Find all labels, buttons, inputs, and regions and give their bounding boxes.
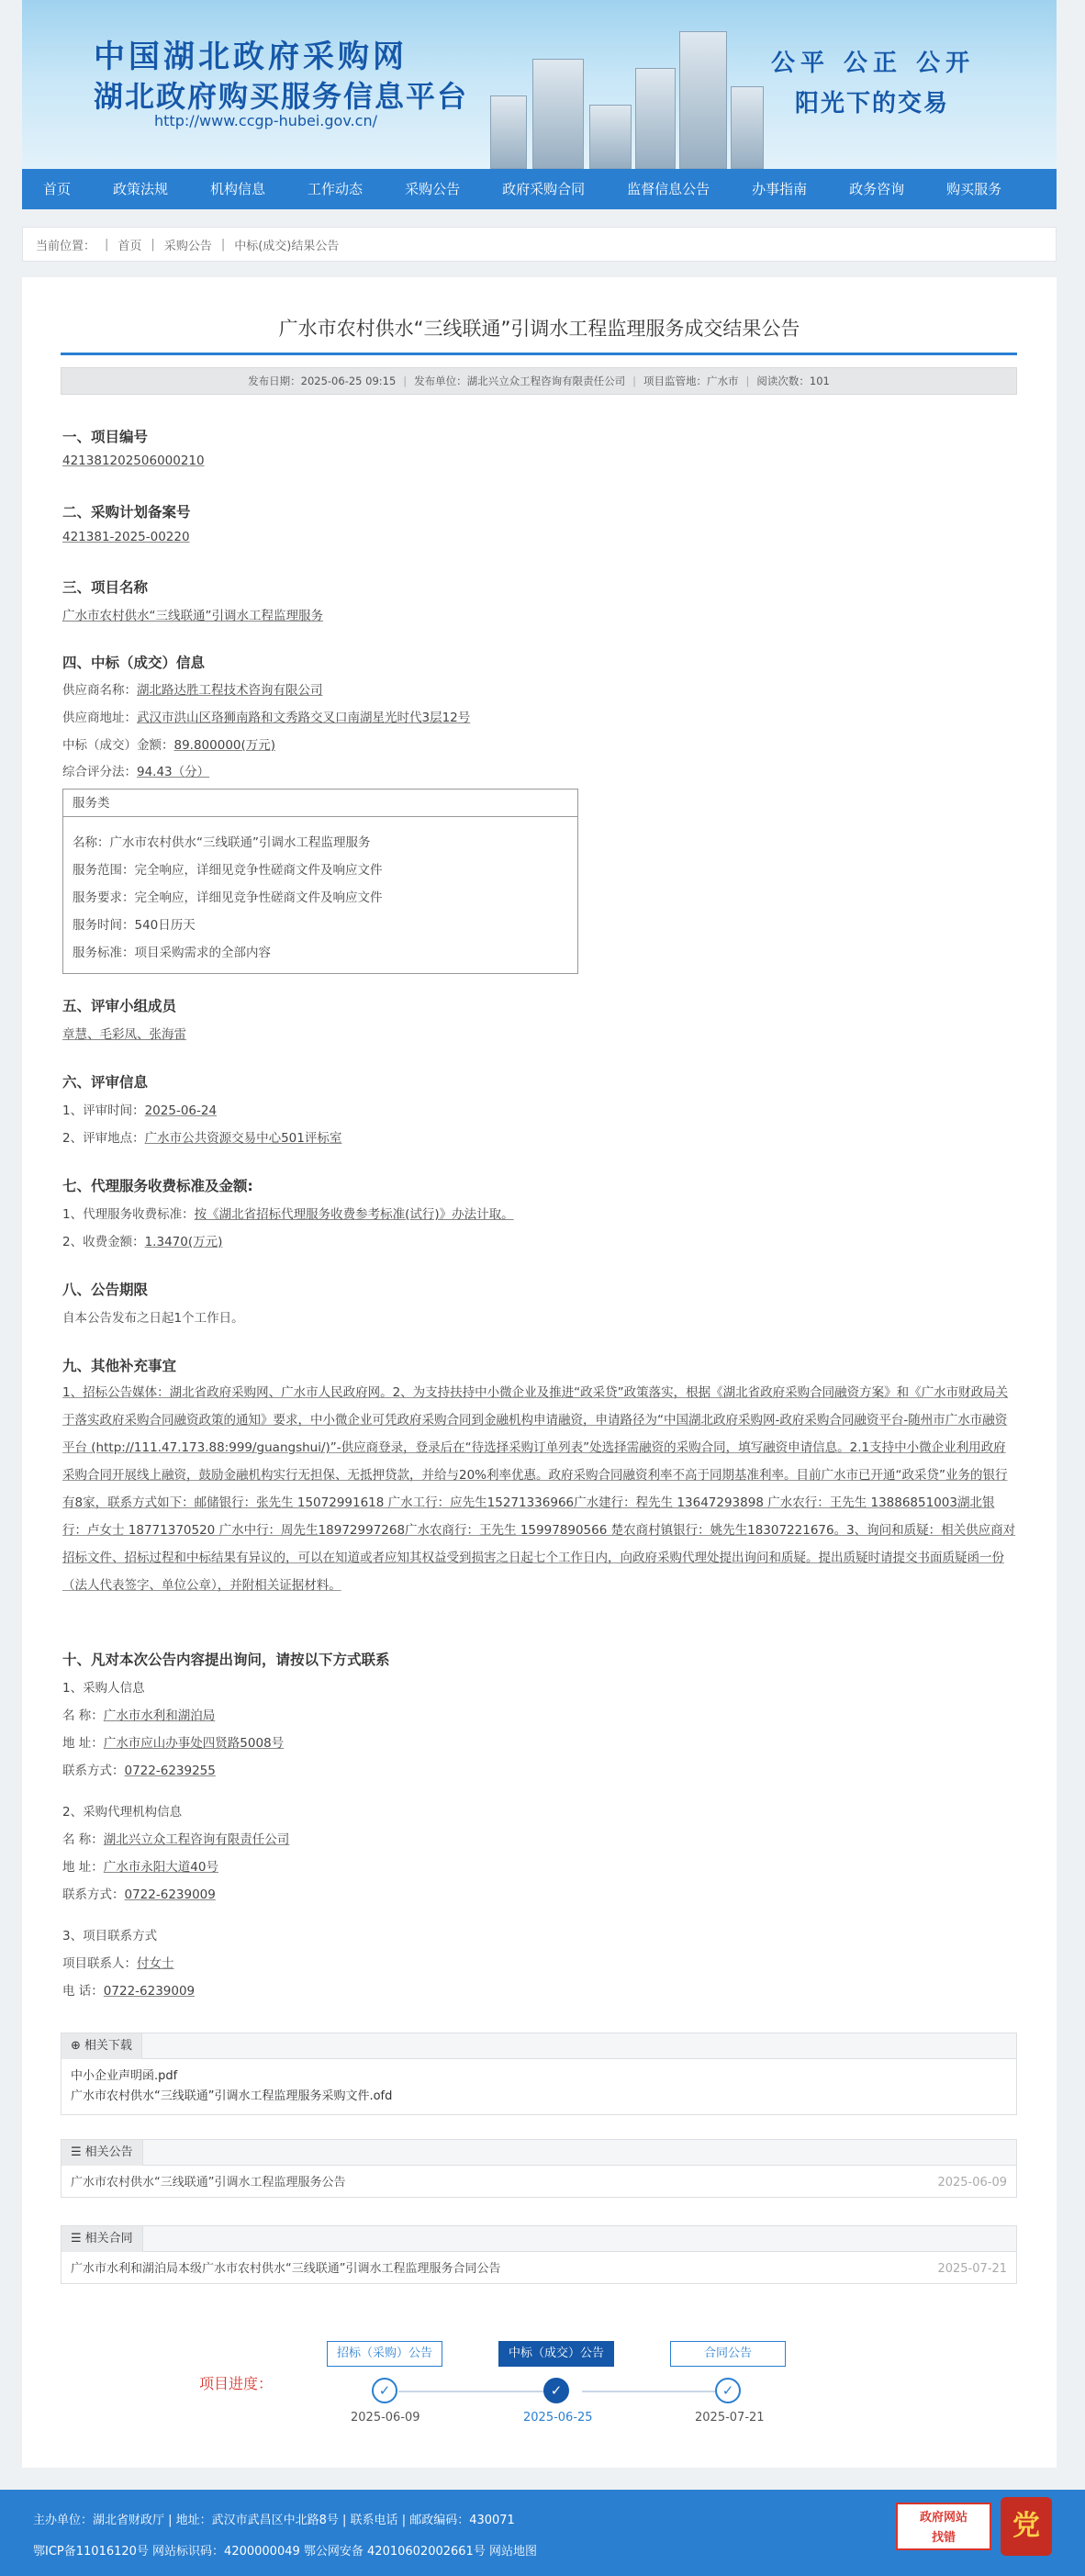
score: 94.43（分）	[137, 765, 210, 779]
progress-connector	[582, 2391, 729, 2392]
purchaser-addr-label: 地 址：	[62, 1736, 104, 1751]
building-graphic	[679, 31, 727, 169]
breadcrumb-current[interactable]: 中标(成交)结果公告	[234, 239, 340, 253]
progress-connector	[398, 2391, 554, 2392]
article-meta: 发布日期：2025-06-25 09:15 | 发布单位：湖北兴立众工程咨询有限责任公司 | 项目监管地：广水市 | 阅读次数：101	[61, 367, 1017, 395]
step-contract-notice-button[interactable]: 合同公告	[670, 2341, 786, 2367]
fee-amount-row	[62, 1231, 222, 1249]
purchaser-addr-row	[62, 1732, 284, 1751]
nav-item-home[interactable]: 首页	[43, 181, 72, 197]
badge-line2: 找错	[931, 2531, 956, 2545]
agency-name-label: 名 称：	[62, 1832, 104, 1847]
section-heading: 八、公告期限	[62, 1282, 149, 1298]
contact-person-label: 项目联系人：	[62, 1956, 137, 1971]
section-heading: 五、评审小组成员	[62, 998, 177, 1014]
section-heading: 四、中标（成交）信息	[62, 655, 206, 671]
service-row: 名称：广水市农村供水“三线联通”引调水工程监理服务	[73, 835, 371, 850]
contact-person-row	[62, 1953, 174, 1971]
section-heading: 六、评审信息	[62, 1074, 149, 1091]
contact-phone-row	[62, 1980, 195, 1999]
footer-info: 主办单位：湖北省财政厅 | 地址：武汉市武昌区中北路8号 | 联系电话 | 邮政编码：430071	[33, 2514, 515, 2527]
fee-standard-label: 1、代理服务收费标准：	[62, 1207, 195, 1222]
score-label: 综合评分法：	[62, 765, 137, 779]
site-subtitle: 湖北政府购买服务信息平台	[94, 79, 469, 114]
purchaser-phone: 0722-6239255	[124, 1764, 216, 1778]
notice-period: 自本公告发布之日起1个工作日。	[62, 1311, 244, 1326]
award-amount-row	[62, 734, 275, 753]
downloads-title: 相关下载	[84, 2039, 132, 2053]
check-icon: ✓	[543, 2378, 569, 2403]
contact-person: 付女士	[137, 1956, 174, 1971]
view-count: 阅读次数：101	[756, 375, 830, 387]
agency-phone-row	[62, 1884, 216, 1902]
nav-item-contracts[interactable]: 政府采购合同	[502, 181, 586, 197]
service-row: 服务时间：540日历天	[73, 918, 196, 933]
project-number: 421381202506000210	[62, 454, 205, 468]
supplier-address-row	[62, 707, 470, 725]
contact-phone-label: 电 话：	[62, 1984, 104, 1999]
breadcrumb-notices[interactable]: 采购公告	[163, 239, 212, 253]
step-date: 2025-07-21	[695, 2411, 765, 2425]
badge-line1: 政府网站	[919, 2511, 968, 2525]
check-icon: ✓	[372, 2378, 397, 2403]
related-notice-name[interactable]: 广水市农村供水“三线联通”引调水工程监理服务公告	[71, 2176, 346, 2190]
building-graphic	[589, 105, 632, 169]
award-amount-label: 中标（成交）金额：	[62, 738, 174, 753]
page-title: 广水市农村供水“三线联通”引调水工程监理服务成交结果公告	[278, 318, 800, 340]
publish-date: 发布日期：2025-06-25 09:15	[248, 375, 397, 387]
building-graphic	[731, 86, 764, 169]
related-notices-tab	[62, 2140, 143, 2166]
service-info-box	[62, 789, 578, 974]
party-gov-badge[interactable]: 党	[1001, 2497, 1052, 2556]
section-heading: 一、项目编号	[62, 429, 149, 445]
publisher: 发布单位：湖北兴立众工程咨询有限责任公司	[414, 375, 626, 387]
download-list	[62, 2059, 1016, 2114]
fee-amount-label: 2、收费金额：	[62, 1235, 145, 1249]
article-container	[22, 277, 1057, 2468]
agency-name: 湖北兴立众工程咨询有限责任公司	[103, 1832, 290, 1847]
nav-item-procurement-notices[interactable]: 采购公告	[405, 181, 461, 197]
purchaser-addr: 广水市应山办事处四贤路5008号	[103, 1736, 285, 1751]
related-contract-name[interactable]: 广水市水利和湖泊局本级广水市农村供水“三线联通”引调水工程监理服务合同公告	[71, 2262, 501, 2276]
agency-addr-label: 地 址：	[62, 1860, 104, 1875]
supplier-address: 武汉市洪山区珞狮南路和文秀路交叉口南湖星光时代3层12号	[137, 711, 471, 725]
service-row: 服务标准：项目采购需求的全部内容	[73, 946, 271, 960]
section-heading: 九、其他补充事宜	[62, 1358, 177, 1374]
building-graphic	[490, 95, 527, 169]
agency-addr: 广水市永阳大道40号	[103, 1860, 218, 1875]
building-graphic	[532, 59, 584, 169]
slogan-line2: 阳光下的交易	[795, 90, 950, 118]
review-place-label: 2、评审地点：	[62, 1131, 145, 1146]
nav-item-policy[interactable]: 政策法规	[113, 181, 169, 197]
review-place: 广水市公共资源交易中心501评标室	[144, 1131, 342, 1146]
related-notice-row[interactable]	[62, 2169, 1016, 2197]
purchaser-name-label: 名 称：	[62, 1708, 104, 1723]
purchaser-phone-row	[62, 1760, 216, 1778]
supplementary-text: 1、招标公告媒体：湖北省政府采购网、广水市人民政府网。2、为支持扶持中小微企业及推进“政采贷”政策落实，根据《湖北省政府采购合同融资方案》和《广水市财政局关于落实政府采购合同融资政策的通知》要求，中小微企业可凭政府采购合同到金融机构申请融资，申请路径为“中国湖北政府采购网-政府采购合同融资平台-随州市广水市融资平台 (http://111.47.173.88:999/guangshui/)”-供应商登录，登录后在“待选择采购订单列表”处选择需融资的采购合同，填写融资申请信息。2.1支持中小微企业利用政府采购合同开展线上融资，鼓励金融机构实行无担保、无抵押贷款，并给与20%利率优惠。政府采购合同融资利率不高于同期基准利率。目前广水市已开通“政采贷”业务的银行有8家，联系方式如下：邮储银行：张先生 15072991618 广水工行：应先生15271336966广水建行：程先生 13647293898 广水农行：王先生 13886851003湖北银行：卢女士 18771370520 广水中行：周先生18972997268广水农商行：王先生 15997890566 楚农商村镇银行：姚先生18307221676。3、询问和质疑：相关供应商对招标文件、招标过程和中标结果有异议的，可以在知道或者应知其权益受到损害之日起七个工作日内，向政府采购代理处提出询问和质疑。提出质疑时请提交书面质疑函一份（法人代表签字、单位公章），并附相关证据材料。	[62, 1385, 1016, 1593]
download-link[interactable]: 广水市农村供水“三线联通”引调水工程监理服务采购文件.ofd	[71, 2089, 393, 2103]
nav-item-news[interactable]: 工作动态	[308, 181, 364, 197]
section-heading: 三、项目名称	[62, 579, 149, 596]
fee-standard: 按《湖北省招标代理服务收费参考标准(试行)》办法计取。	[194, 1207, 514, 1222]
section-heading: 七、代理服务收费标准及金额:	[62, 1178, 253, 1194]
download-icon: ⊕	[71, 2039, 81, 2053]
contact-phone: 0722-6239009	[103, 1984, 196, 1999]
section-heading: 十、凡对本次公告内容提出询问，请按以下方式联系	[62, 1652, 390, 1668]
supplier-name-label: 供应商名称：	[62, 683, 137, 698]
related-notice-date: 2025-06-09	[937, 2176, 1007, 2190]
review-time: 2025-06-24	[144, 1103, 218, 1118]
download-link[interactable]: 中小企业声明函.pdf	[71, 2069, 178, 2083]
breadcrumb-home[interactable]: 首页	[117, 239, 142, 253]
nav-item-supervision[interactable]: 监督信息公告	[627, 181, 710, 197]
building-graphic	[635, 68, 676, 169]
service-row: 服务范围：完全响应，详细见竞争性磋商文件及响应文件	[73, 863, 383, 878]
site-url: http://www.ccgp-hubei.gov.cn/	[154, 112, 377, 129]
purchaser-name-row	[62, 1705, 215, 1723]
review-time-label: 1、评审时间：	[62, 1103, 145, 1118]
related-notices-title: 相关公告	[84, 2145, 133, 2159]
breadcrumb-label: 当前位置：	[36, 239, 96, 253]
agency-title: 2、采购代理机构信息	[62, 1805, 183, 1820]
step-tender-notice-button[interactable]: 招标（采购）公告	[327, 2341, 442, 2367]
nav-item-guide[interactable]: 办事指南	[752, 181, 808, 197]
nav-item-agencies[interactable]: 机构信息	[210, 181, 266, 197]
downloads-tab	[62, 2033, 142, 2059]
review-place-row	[62, 1127, 341, 1146]
related-notices-panel	[61, 2139, 1017, 2198]
agency-phone-label: 联系方式：	[62, 1887, 125, 1902]
related-contract-date: 2025-07-21	[937, 2262, 1007, 2276]
fee-standard-row	[62, 1204, 514, 1222]
nav-item-purchase-services[interactable]: 购买服务	[946, 181, 1002, 197]
related-contracts-title: 相关合同	[84, 2232, 133, 2246]
nav-item-consult[interactable]: 政务咨询	[849, 181, 905, 197]
related-contracts-panel	[61, 2225, 1017, 2284]
project-name: 广水市农村供水“三线联通”引调水工程监理服务	[62, 609, 323, 623]
step-award-notice-button[interactable]: 中标（成交）公告	[498, 2341, 614, 2367]
review-members: 章慧、毛彩凤、张海雷	[62, 1027, 186, 1042]
step-date: 2025-06-09	[351, 2411, 420, 2425]
downloads-panel	[61, 2033, 1017, 2115]
site-banner	[22, 0, 1057, 169]
purchaser-phone-label: 联系方式：	[62, 1764, 125, 1778]
plan-record-number: 421381-2025-00220	[62, 530, 190, 544]
check-icon: ✓	[715, 2378, 741, 2403]
list-icon: ☰	[71, 2145, 82, 2159]
main-nav	[22, 169, 1057, 209]
step-date: 2025-06-25	[523, 2411, 593, 2425]
agency-phone: 0722-6239009	[124, 1887, 216, 1902]
service-row: 服务要求：完全响应，详细见竞争性磋商文件及响应文件	[73, 890, 383, 905]
site-footer	[0, 2490, 1085, 2576]
agency-name-row	[62, 1829, 289, 1847]
score-row	[62, 761, 209, 779]
award-amount: 89.800000(万元)	[173, 738, 276, 753]
purchaser-name: 广水市水利和湖泊局	[103, 1708, 216, 1723]
purchaser-title: 1、采购人信息	[62, 1681, 145, 1696]
agency-addr-row	[62, 1856, 218, 1875]
progress-label: 项目进度：	[199, 2375, 274, 2392]
region: 项目监管地：广水市	[643, 375, 739, 387]
list-icon: ☰	[71, 2232, 82, 2246]
related-contracts-tab	[62, 2226, 143, 2252]
footer-registration: 鄂ICP备11016120号 网站标识码：4200000049 鄂公网安备 42010602002661号 网站地图	[33, 2545, 537, 2559]
slogan-line1: 公平 公正 公开	[771, 50, 976, 77]
contact-title: 3、项目联系方式	[62, 1929, 158, 1943]
section-heading: 二、采购计划备案号	[62, 504, 191, 521]
review-time-row	[62, 1100, 217, 1118]
supplier-name: 湖北路达胜工程技术咨询有限公司	[137, 683, 323, 698]
site-title: 中国湖北政府采购网	[94, 39, 408, 75]
fee-amount: 1.3470(万元)	[144, 1235, 223, 1249]
supplier-address-label: 供应商地址：	[62, 711, 137, 725]
breadcrumb: 当前位置： | 首页 | 采购公告 | 中标(成交)结果公告	[22, 227, 1057, 262]
service-box-header: 服务类	[63, 790, 577, 817]
supplier-name-row	[62, 679, 323, 698]
related-contract-row[interactable]	[62, 2256, 1016, 2283]
gov-site-error-report-badge[interactable]	[896, 2503, 991, 2550]
title-divider	[61, 353, 1017, 355]
